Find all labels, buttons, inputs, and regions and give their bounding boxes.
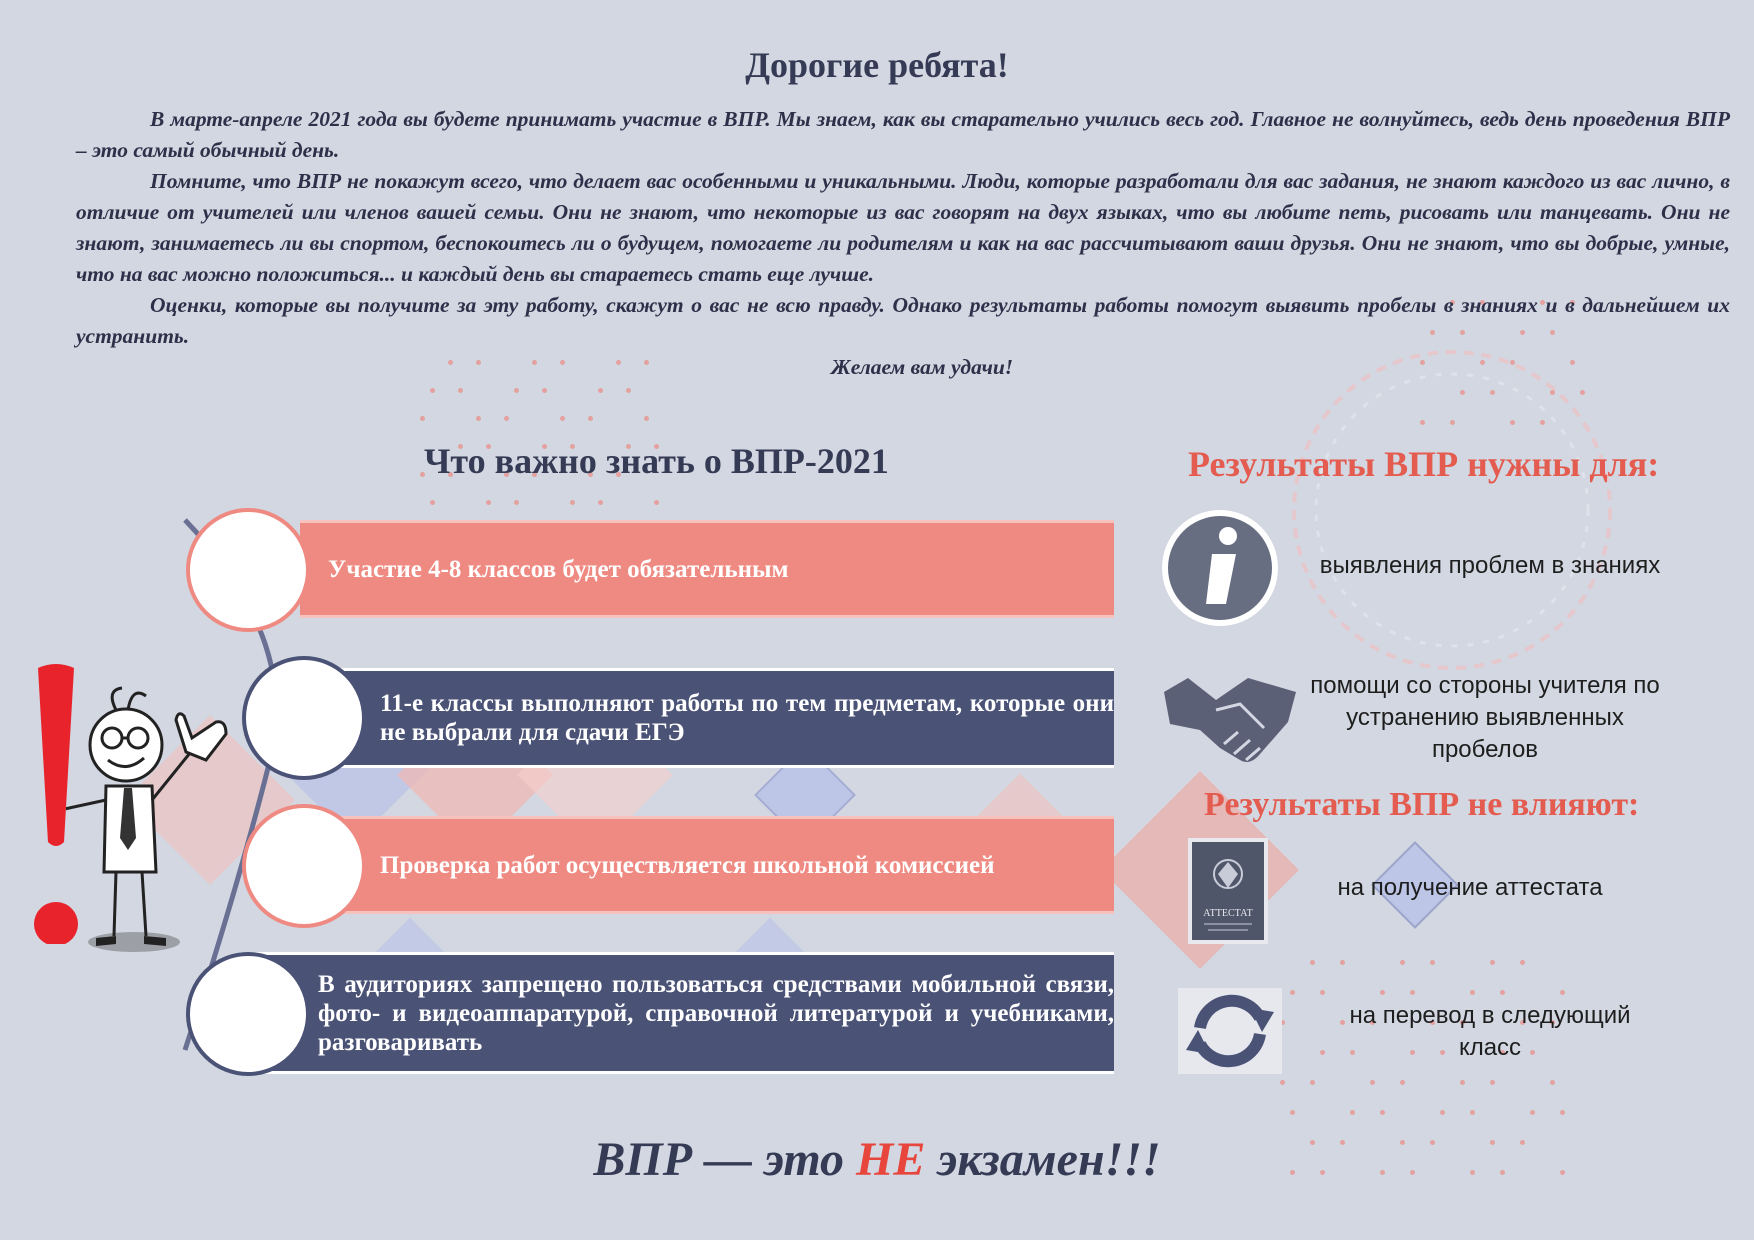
facts-heading: Что важно знать о ВПР-2021 (424, 441, 889, 481)
letter-wish: Желаем вам удачи! (831, 355, 1014, 379)
decor-dot (1490, 390, 1495, 395)
fact-band-3 (300, 816, 1114, 914)
decor-dot (626, 388, 631, 393)
decor-dot (1560, 1110, 1565, 1115)
decor-dot (476, 416, 481, 421)
decor-dot (560, 416, 565, 421)
certificate-icon (1188, 838, 1268, 944)
decor-dot (1500, 990, 1505, 995)
results-not-affect-heading: Результаты ВПР не влияют: (1204, 786, 1640, 823)
decor-dot (1380, 1110, 1385, 1115)
fact-text: 11-е классы выполняют работы по тем предметам, которые они не выбрали для сдачи ЕГЭ (380, 690, 1114, 746)
decor-dot (1340, 960, 1345, 965)
decor-dot (1290, 1110, 1295, 1115)
footer-part-3: экзамен!!! (925, 1133, 1161, 1186)
letter-paragraph: Оценки, которые вы получите за эту работу, скажут о вас не всю правду. Однако результаты работы помогут выявить пробелы в знаниях и в дальнейшем их устранить. (76, 293, 1730, 348)
decor-dot (1290, 990, 1295, 995)
letter-text (76, 104, 1730, 383)
certificate-label: АТТЕСТАТ (1203, 908, 1253, 919)
decor-dot (1470, 1110, 1475, 1115)
decor-dot (1280, 1080, 1285, 1085)
decor-dot (1490, 1080, 1495, 1085)
decor-dot (1530, 1110, 1535, 1115)
decor-dot (1420, 420, 1425, 425)
decor-dot (1430, 960, 1435, 965)
fact-band-1 (300, 520, 1114, 618)
decor-dot (1580, 390, 1585, 395)
cycle-arrows-icon (1178, 988, 1282, 1074)
decor-dot (1460, 1080, 1465, 1085)
decor-dot (1380, 990, 1385, 995)
decor-dot (1490, 960, 1495, 965)
decor-dot (1460, 390, 1465, 395)
decor-dot (598, 500, 603, 505)
page-title: Дорогие ребята! (745, 45, 1009, 85)
decor-dot (458, 388, 463, 393)
decor-dot (644, 416, 649, 421)
decor-dot (1520, 960, 1525, 965)
results-needed-item-1: выявления проблем в знаниях (1319, 552, 1661, 579)
letter-paragraph: Помните, что ВПР не покажут всего, что делает вас особенными и уникальными. Люди, которые разработали для вас задания, не знают каждого из вас лично, в отличие от учителей или членов вашей семьи. Они не знают, что некоторые из вас говорят на двух языках, что вы любите петь, рисовать или танцевать. Они не знают, занимаетесь ли вы спортом, беспокоитесь ли о будущем, помогаете ли родителям и как на вас рассчитывают ваши друзья. Они не знают, что вы добрые, умные, что на вас можно положиться... и каждый день вы стараетесь стать еще лучше. (76, 169, 1730, 286)
decor-dot (542, 388, 547, 393)
decor-dot (1310, 1080, 1315, 1085)
decor-dot (1470, 990, 1475, 995)
decor-dot (1310, 960, 1315, 965)
decor-dot (486, 500, 491, 505)
decor-dot (1410, 990, 1415, 995)
results-needed-item-2: помощи со стороны учителя по устранению выявленных пробелов (1310, 672, 1660, 763)
decor-dot (514, 500, 519, 505)
decor-dot (504, 416, 509, 421)
decor-dot (1440, 1110, 1445, 1115)
decor-dot (420, 416, 425, 421)
footer-negation: НЕ (856, 1133, 926, 1186)
decor-dot (1320, 990, 1325, 995)
decor-dot (1350, 1110, 1355, 1115)
decor-dot (1550, 1080, 1555, 1085)
cartoon-boy-icon (66, 660, 256, 960)
footer-part-1: ВПР — это (593, 1133, 857, 1186)
fact-circle-3 (242, 804, 366, 928)
decor-dot (1550, 390, 1555, 395)
fact-circle-1 (186, 508, 310, 632)
fact-band-2 (300, 668, 1114, 768)
fact-text: Участие 4-8 классов будет обязательным (328, 555, 789, 583)
decor-dot (1510, 420, 1515, 425)
fact-circle-2 (242, 656, 366, 780)
results-needed-heading: Результаты ВПР нужны для: (1188, 444, 1660, 484)
decor-dot (430, 500, 435, 505)
results-not-affect-item-2: на перевод в следующий класс (1349, 1002, 1631, 1061)
decor-dot (1400, 960, 1405, 965)
letter-paragraph: В марте-апреле 2021 года вы будете принимать участие в ВПР. Мы знаем, как вы старательно учились весь год. Главное не волнуйтесь, ведь день проведения ВПР – это самый обычный день. (76, 107, 1730, 162)
fact-circle-4 (186, 952, 310, 1076)
info-icon (1160, 508, 1280, 628)
decor-dot (1370, 1080, 1375, 1085)
footer-slogan (0, 1132, 1754, 1187)
decor-dot (1400, 1080, 1405, 1085)
fact-text: В аудиториях запрещено пользоваться средствами мобильной связи, фото- и видеоаппаратурой, справочной литературой и учебниками, разговаривать (318, 970, 1114, 1056)
decor-dot (598, 388, 603, 393)
results-not-affect-item-1: на получение аттестата (1337, 874, 1603, 901)
decor-dot (654, 500, 659, 505)
decor-dot (514, 388, 519, 393)
fact-text: Проверка работ осуществляется школьной комиссией (380, 851, 995, 879)
decor-dot (1540, 420, 1545, 425)
decor-dot (1450, 420, 1455, 425)
fact-band-4 (240, 952, 1114, 1074)
decor-dot (588, 416, 593, 421)
decor-dot (430, 388, 435, 393)
decor-dot (1560, 990, 1565, 995)
decor-dot (570, 500, 575, 505)
handshake-icon (1160, 670, 1300, 770)
